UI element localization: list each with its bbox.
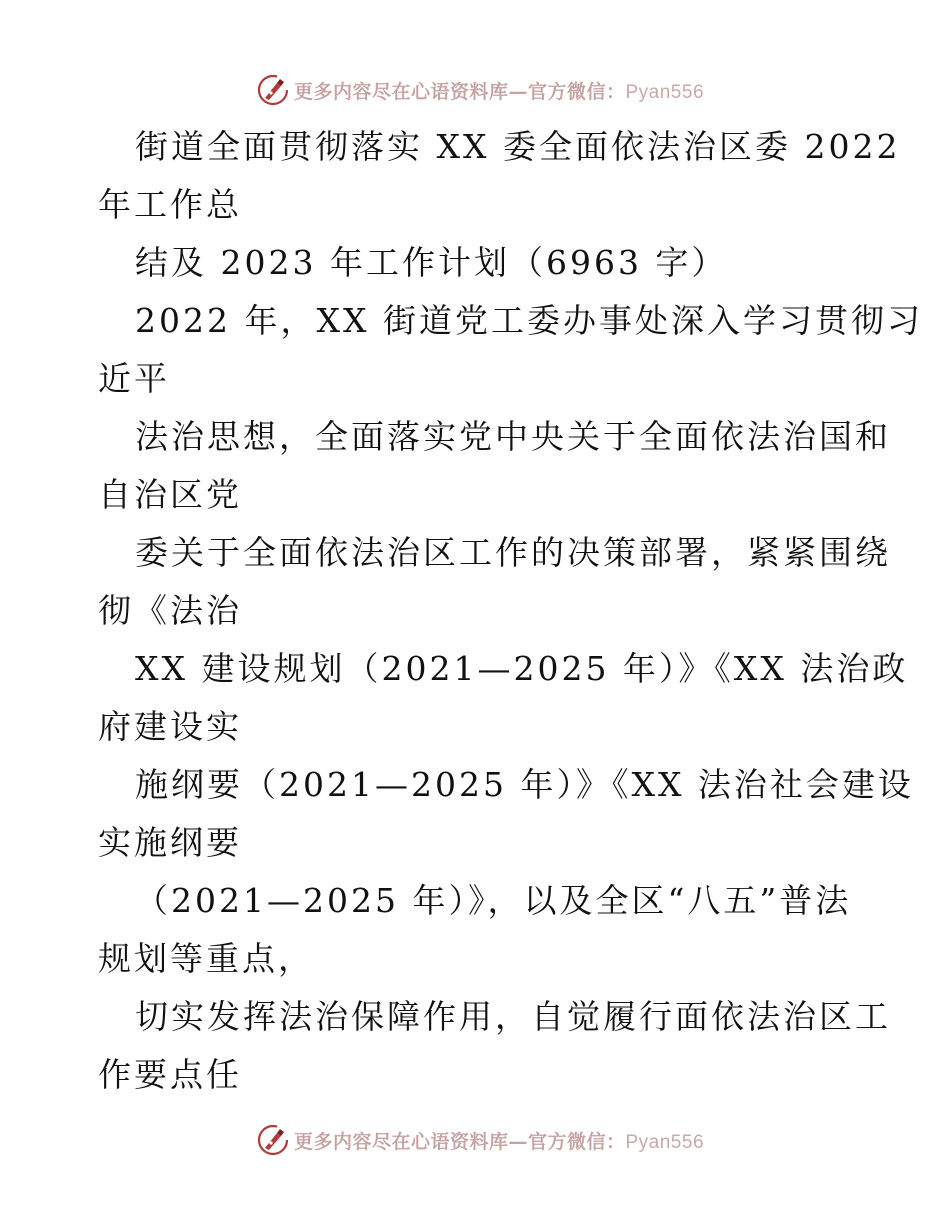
text-line: 规划等重点，	[98, 939, 314, 978]
pen-nib-circle-icon	[256, 73, 290, 107]
text-line: 法治思想，全面落实党中央关于全面依法治国和	[135, 417, 891, 456]
text-line: 施纲要（2021—2025 年）》《XX 法治社会建设	[135, 765, 914, 804]
watermark-text: 更多内容尽在心语资料库	[293, 80, 509, 103]
text-line: 2022 年，XX 街道党工委办事处深入学习贯彻习	[135, 301, 923, 340]
watermark-separator: —	[508, 80, 528, 103]
text-line: （2021—2025 年）》，以及全区“八五”普法	[135, 881, 852, 920]
text-line: 委关于全面依法治区工作的决策部署，紧紧围绕	[135, 533, 891, 572]
text-line: XX 建设规划（2021—2025 年）》《XX 法治政	[135, 649, 909, 688]
text-line: 自治区党	[98, 475, 242, 514]
watermark-contact-label: 官方微信：	[527, 1130, 626, 1153]
text-line: 切实发挥法治保障作用，自觉履行面依法治区工	[135, 997, 891, 1036]
footer-watermark	[0, 1120, 950, 1160]
watermark-text: 更多内容尽在心语资料库	[293, 1130, 509, 1153]
header-watermark	[0, 70, 950, 110]
watermark-contact-id: Pyan556	[625, 81, 705, 103]
text-line: 实施纲要	[98, 823, 242, 862]
text-line: 街道全面贯彻落实 XX 委全面依法治区委 2022	[135, 127, 901, 166]
text-line: 作要点任	[98, 1055, 242, 1094]
pen-nib-circle-icon	[256, 1123, 290, 1157]
text-line: 结及 2023 年工作计划（6963 字）	[135, 243, 728, 282]
text-line: 府建设实	[98, 707, 242, 746]
text-line: 彻《法治	[98, 591, 242, 630]
text-line: 近平	[98, 359, 170, 398]
watermark-contact-label: 官方微信：	[527, 80, 626, 103]
document-body	[98, 118, 923, 1104]
watermark-contact-id: Pyan556	[625, 1131, 705, 1153]
text-line: 年工作总	[98, 185, 242, 224]
watermark-separator: —	[508, 1130, 528, 1153]
